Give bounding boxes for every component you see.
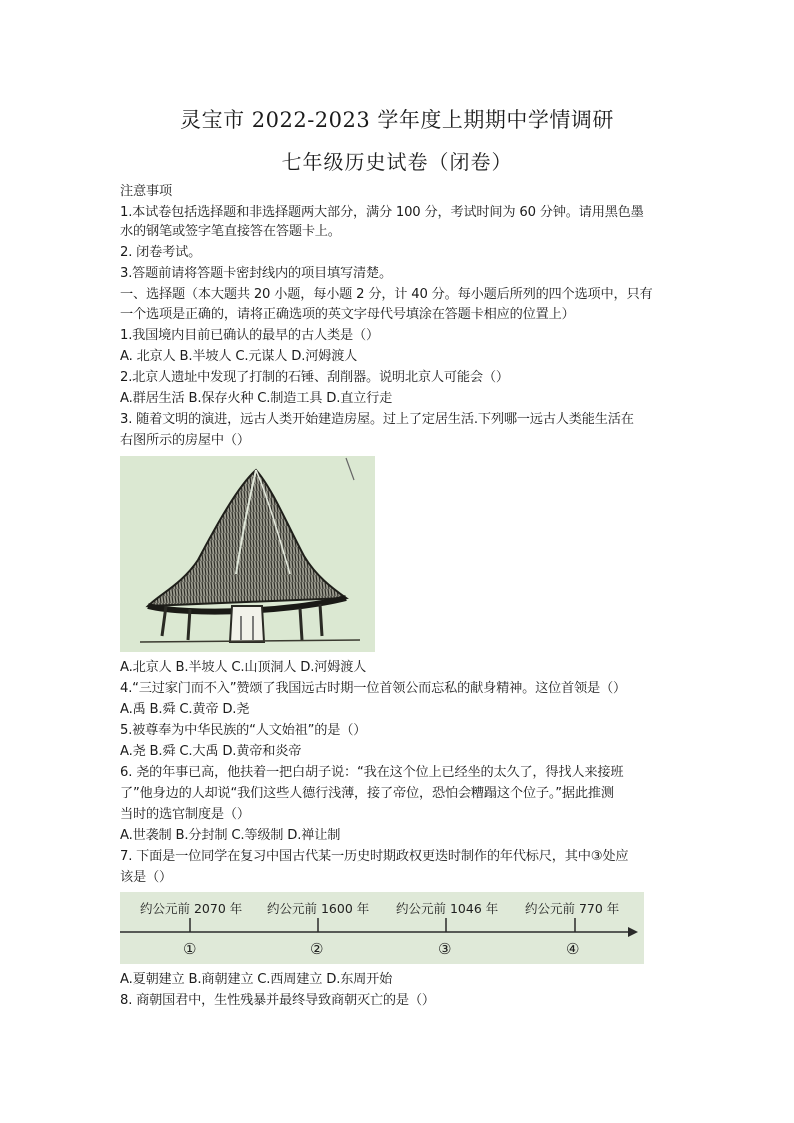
section-heading: 一、选择题（本大题共 20 小题，每小题 2 分，计 40 分。每小题后所列的四个选项中，只有 <box>120 287 653 302</box>
section-instructions: 一个选项是正确的，请将正确选项的英文字母代号填涂在答题卡相应的位置上） <box>120 307 575 322</box>
question-1-options: A. 北京人 B.半坡人 C.元谋人 D.河姆渡人 <box>120 349 358 364</box>
hut-drawing <box>120 456 375 652</box>
note-1-cont: 水的钢笔或签字笔直接答在答题卡上。 <box>120 224 341 239</box>
question-8: 8. 商朝国君中，生性残暴并最终导致商朝灭亡的是（） <box>120 993 435 1008</box>
timeline-date-3: 约公元前 1046 年 <box>396 901 499 916</box>
timeline-mark-1: ① <box>183 940 197 958</box>
notes-heading: 注意事项 <box>120 184 172 199</box>
question-7-options: A.夏朝建立 B.商朝建立 C.西周建立 D.东周开始 <box>120 972 393 987</box>
timeline-mark-2: ② <box>310 940 324 958</box>
question-6-cont-1: 了”他身边的人却说“我们这些人德行浅薄，接了帝位，恐怕会糟蹋这个位子。”据此推测 <box>120 786 614 801</box>
timeline-mark-3: ③ <box>438 940 452 958</box>
timeline-date-2: 约公元前 1600 年 <box>267 901 370 916</box>
question-6-options: A.世袭制 B.分封制 C.等级制 D.禅让制 <box>120 828 341 843</box>
exam-subtitle: 七年级历史试卷（闭卷） <box>281 150 513 174</box>
question-4: 4.“三过家门而不入”赞颂了我国远古时期一位首领公而忘私的献身精神。这位首领是（） <box>120 681 626 696</box>
timeline-mark-4: ④ <box>566 940 580 958</box>
question-5-options: A.尧 B.舜 C.大禹 D.黄帝和炎帝 <box>120 744 302 759</box>
timeline-date-1: 约公元前 2070 年 <box>140 901 243 916</box>
note-1: 1.本试卷包括选择题和非选择题两大部分，满分 100 分，考试时间为 60 分钟。请用黑色墨 <box>120 205 644 220</box>
question-5: 5.被尊奉为中华民族的“人文始祖”的是（） <box>120 723 367 738</box>
question-6-cont-2: 当时的选官制度是（） <box>120 807 250 822</box>
question-6: 6. 尧的年事已高，他扶着一把白胡子说：“我在这个位上已经坐的太久了，得找人来接班 <box>120 765 624 780</box>
question-2-options: A.群居生活 B.保存火种 C.制造工具 D.直立行走 <box>120 391 393 406</box>
timeline-date-4: 约公元前 770 年 <box>525 901 620 916</box>
question-1: 1.我国境内目前已确认的最早的古人类是（） <box>120 328 379 343</box>
question-2: 2.北京人遗址中发现了打制的石锤、刮削器。说明北京人可能会（） <box>120 370 509 385</box>
question-7-cont: 该是（） <box>120 870 172 885</box>
question-7: 7. 下面是一位同学在复习中国古代某一历史时期政权更迭时制作的年代标尺，其中③处应 <box>120 849 629 864</box>
thatched-hut-figure <box>120 456 375 652</box>
note-2: 2. 闭卷考试。 <box>120 245 202 260</box>
question-3: 3. 随着文明的演进，远古人类开始建造房屋。过上了定居生活.下列哪一远古人类能生活在 <box>120 412 634 427</box>
note-3: 3.答题前请将答题卡密封线内的项目填写清楚。 <box>120 266 392 281</box>
question-3-options: A.北京人 B.半坡人 C.山顶洞人 D.河姆渡人 <box>120 660 367 675</box>
question-4-options: A.禹 B.舜 C.黄帝 D.尧 <box>120 702 250 717</box>
timeline-figure <box>120 892 644 964</box>
question-3-cont: 右图所示的房屋中（） <box>120 433 250 448</box>
exam-title: 灵宝市 2022-2023 学年度上期期中学情调研 <box>180 108 614 132</box>
